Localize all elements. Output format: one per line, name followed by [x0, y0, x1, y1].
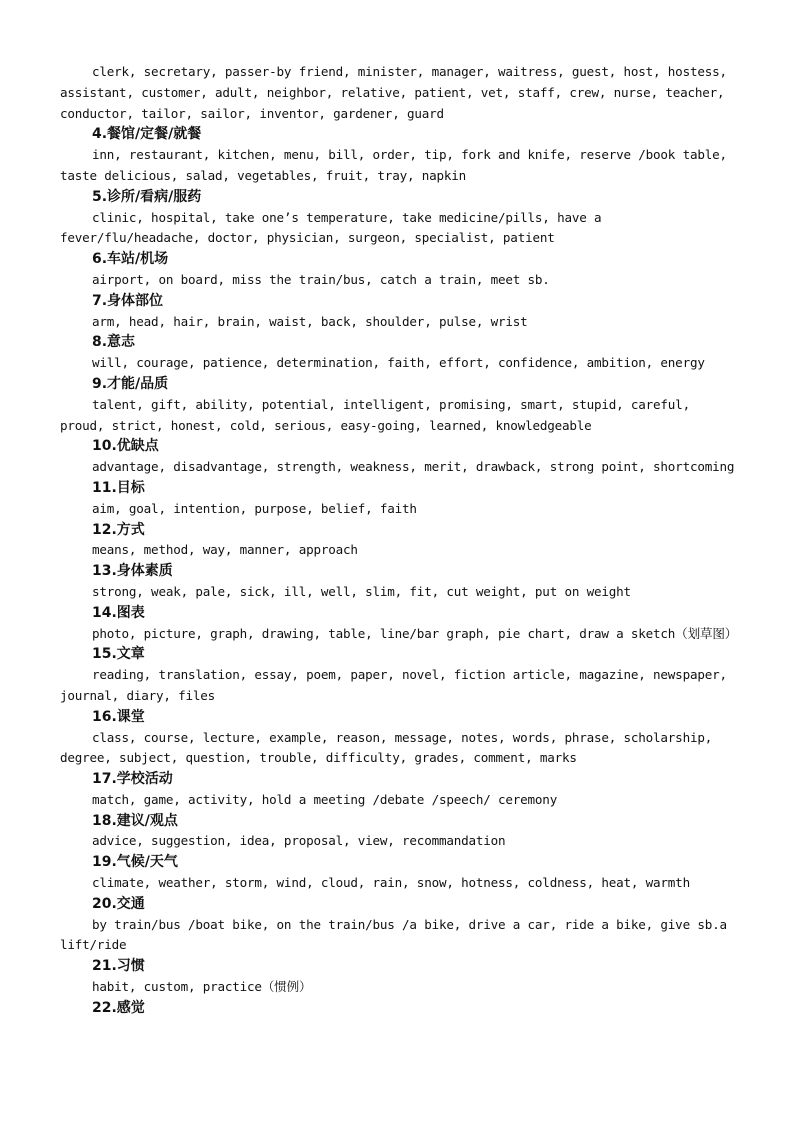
section-body: reading, translation, essay, poem, paper, novel, fiction article, magazine, newspaper, journal, diary, files [60, 667, 727, 703]
section-body: advantage, disadvantage, strength, weakness, merit, drawback, strong point, shortcoming [92, 459, 735, 475]
section-17 [60, 769, 740, 811]
section-body: strong, weak, pale, sick, ill, well, slim, fit, cut weight, put on weight [92, 583, 631, 599]
section-body: climate, weather, storm, wind, cloud, rain, snow, hotness, coldness, heat, warmth [92, 875, 690, 891]
section-heading: 9.才能/品质 [92, 375, 169, 392]
section-body: means, method, way, manner, approach [92, 542, 358, 558]
section-12 [60, 520, 740, 562]
section-heading: 19.气候/天气 [92, 854, 178, 871]
section-heading: 8.意志 [92, 334, 136, 351]
section-body: class, course, lecture, example, reason, message, notes, words, phrase, scholarship, degree, subject, question, trouble, difficulty, grades, comment, marks [60, 729, 713, 766]
section-14 [60, 603, 740, 645]
section-6 [60, 249, 740, 291]
section-body: inn, restaurant, kitchen, menu, bill, order, tip, fork and knife, reserve /book table, taste delicious, salad, vegetables, fruit, tray, napkin [60, 147, 727, 183]
section-22 [60, 998, 740, 1019]
section-heading: 13.身体素质 [92, 563, 173, 580]
section-18 [60, 811, 740, 853]
section-heading: 16.课堂 [92, 708, 145, 725]
section-body: habit, custom, practice（惯例） [92, 979, 312, 995]
section-body: airport, on board, miss the train/bus, catch a train, meet sb. [92, 271, 550, 287]
section-body: photo, picture, graph, drawing, table, line/bar graph, pie chart, draw a sketch（划草图） [92, 625, 738, 641]
section-heading: 15.文章 [92, 646, 145, 663]
section-heading: 20.交通 [92, 895, 145, 912]
section-heading: 6.车站/机场 [92, 251, 169, 268]
section-heading: 7.身体部位 [92, 292, 164, 309]
section-5 [60, 187, 740, 249]
section-9 [60, 374, 740, 436]
section-19 [60, 852, 740, 894]
intro-paragraph: clerk, secretary, passer-by friend, minister, manager, waitress, guest, host, hostess, assistant, customer, adult, neighbor, relative, patient, vet, staff, crew, nurse, teacher, conductor, tailor, sailor, inventor, gardener, guard [60, 64, 727, 121]
section-4 [60, 124, 740, 186]
section-body: advice, suggestion, idea, proposal, view, recommandation [92, 833, 506, 849]
section-15 [60, 644, 740, 706]
section-11 [60, 478, 740, 520]
section-body: by train/bus /boat bike, on the train/bus /a bike, drive a car, ride a bike, give sb.a lift/ride [60, 916, 727, 953]
section-7 [60, 291, 740, 333]
section-heading: 22.感觉 [92, 999, 145, 1016]
section-body: will, courage, patience, determination, faith, effort, confidence, ambition, energy [92, 355, 705, 371]
section-body: talent, gift, ability, potential, intelligent, promising, smart, stupid, careful, proud, strict, honest, cold, serious, easy-going, learned, knowledgeable [60, 396, 690, 433]
section-20 [60, 894, 740, 956]
section-heading: 18.建议/观点 [92, 812, 178, 829]
section-heading: 11.目标 [92, 479, 145, 496]
section-16 [60, 707, 740, 769]
section-13 [60, 561, 740, 603]
section-heading: 17.学校活动 [92, 771, 173, 788]
section-heading: 12.方式 [92, 521, 145, 538]
section-heading: 4.餐馆/定餐/就餐 [92, 126, 202, 143]
document-page [60, 62, 740, 1019]
section-body: match, game, activity, hold a meeting /debate /speech/ ceremony [92, 791, 558, 807]
section-heading: 10.优缺点 [92, 438, 159, 455]
section-8 [60, 332, 740, 374]
section-10 [60, 436, 740, 478]
section-body: arm, head, hair, brain, waist, back, shoulder, pulse, wrist [92, 313, 528, 329]
section-body: clinic, hospital, take one’s temperature, take medicine/pills, have a fever/flu/headache, doctor, physician, surgeon, specialist, patient [60, 209, 602, 246]
section-21 [60, 956, 740, 998]
section-heading: 14.图表 [92, 604, 145, 621]
section-body: aim, goal, intention, purpose, belief, faith [92, 500, 417, 516]
section-heading: 5.诊所/看病/服药 [92, 188, 202, 205]
section-heading: 21.习惯 [92, 958, 145, 975]
